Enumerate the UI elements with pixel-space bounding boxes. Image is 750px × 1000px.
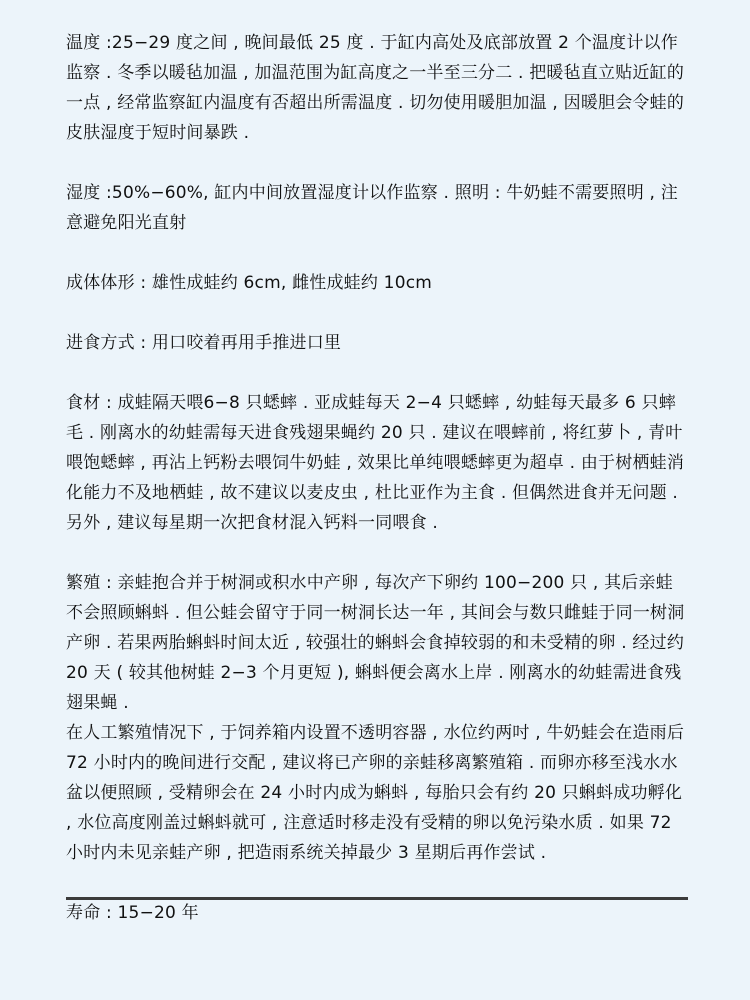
paragraph-gap <box>66 298 690 328</box>
paragraph-temperature: 温度 :25−29 度之间 , 晚间最低 25 度 . 于缸内高处及底部放置 2 个温度计以作监察 . 冬季以暖毡加温 , 加温范围为缸高度之一半至三分二 . 把暖毡直立贴近缸的一点 , 经常监察缸内温度有否超出所需温度 . 切勿使用暖胆加温 , 因暖胆会令蛙的皮肤湿度于短时间暴跌 . <box>66 33 685 143</box>
paragraph-breeding: 繁殖 : 亲蛙抱合并于树洞或积水中产卵 , 每次产下卵约 100−200 只 , 其后亲蛙不会照顾蝌蚪 . 但公蛙会留守于同一树洞长达一年 , 其间会与数只雌蛙于同一树洞产卵 . 若果两胎蝌蚪时间太近 , 较强壮的蝌蚪会食掉较弱的和未受精的卵 . 经过约 20 天 ( 较其他树蛙 2−3 个月更短 ), 蝌蚪便会离水上岸 . 刚离水的幼蛙需进食残翅果蝇 . 在人工繁殖情况下 , 于饲养箱内设置不透明容器 , 水位约两吋 , 牛奶蛙会在造雨后 72 小时内的晚间进行交配 , 建议将已产卵的亲蛙移离繁殖箱 . 而卵亦移至浅水水盆以便照顾 , 受精卵会在 24 小时内成为蝌蚪 , 每胎只会有约 20 只蝌蚪成功孵化 , 水位高度刚盖过蝌蚪就可 , 注意适时移走没有受精的卵以免污染水质 . 如果 72 小时内未见亲蛙产卵 , 把造雨系统关掉最少 3 星期后再作尝试 . <box>66 573 685 863</box>
paragraph-gap <box>66 538 690 568</box>
paragraph-gap <box>66 148 690 178</box>
paragraph-feeding-method: 进食方式 : 用口咬着再用手推进口里 <box>66 333 342 353</box>
paragraph-food: 食材 : 成蛙隔天喂6−8 只蟋蟀 . 亚成蛙每天 2−4 只蟋蟀 , 幼蛙每天最多 6 只蟀毛 . 刚离水的幼蛙需每天进食残翅果蝇约 20 只 . 建议在喂蟀前 , 将红萝卜 , 青叶喂饱蟋蟀 , 再沾上钙粉去喂饲牛奶蛙 , 效果比单纯喂蟋蟀更为超卓 . 由于树栖蛙消化能力不及地栖蛙 , 故不建议以麦皮虫 , 杜比亚作为主食 . 但偶然进食并无问题 . 另外 , 建议每星期一次把食材混入钙料一同喂食 . <box>66 393 685 533</box>
paragraph-humidity: 湿度 :50%−60%, 缸内中间放置湿度计以作监察 . 照明 : 牛奶蛙不需要照明 , 注意避免阳光直射 <box>66 183 678 233</box>
paragraph-gap <box>66 358 690 388</box>
document-body <box>66 28 690 928</box>
paragraph-gap <box>66 868 690 898</box>
divider-line <box>66 897 688 900</box>
paragraph-gap <box>66 238 690 268</box>
paragraph-adult-size: 成体体形 : 雄性成蛙约 6cm, 雌性成蛙约 10cm <box>66 273 433 293</box>
paragraph-lifespan: 寿命 : 15−20 年 <box>66 903 199 923</box>
